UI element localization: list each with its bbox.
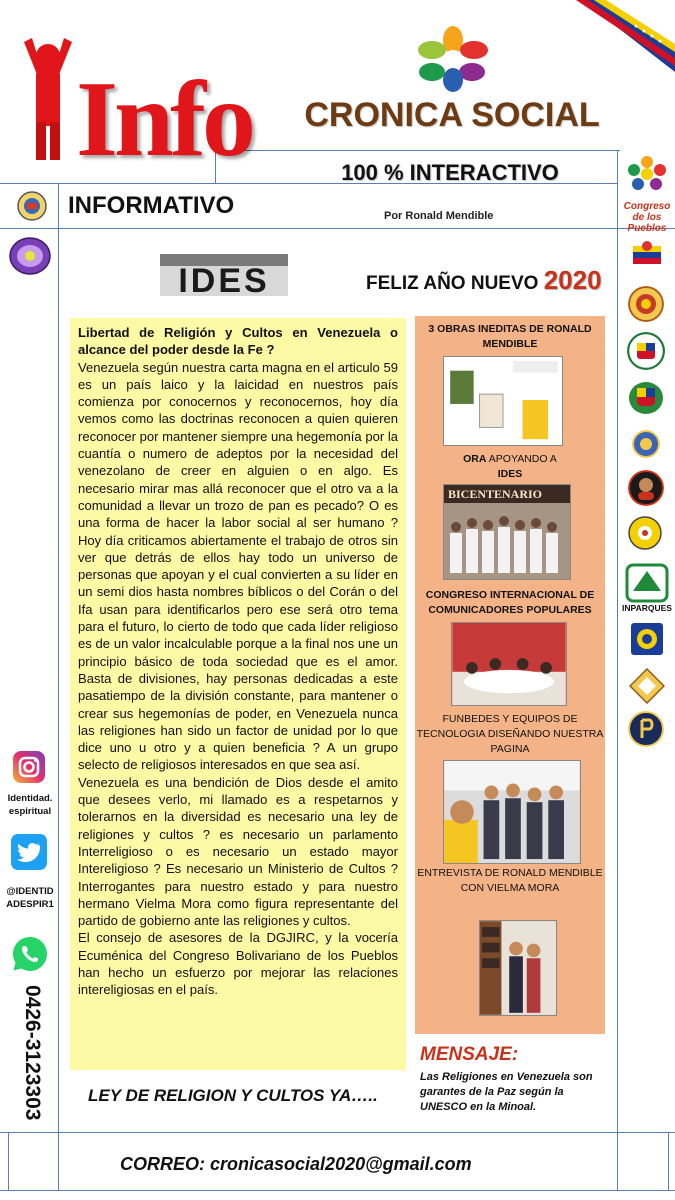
congreso-photo (451, 622, 567, 706)
frame-line-right (617, 150, 618, 1190)
books-photo (443, 356, 563, 446)
entrevista-photo (479, 920, 557, 1016)
frame-line-left (58, 183, 59, 1190)
ora-bold: ORA (463, 453, 487, 465)
obras-caption: 3 OBRAS INEDITAS DE RONALD MENDIBLE (428, 323, 592, 350)
ley-slogan: LEY DE RELIGION Y CULTOS YA….. (88, 1086, 378, 1105)
email-contact[interactable]: CORREO: cronicasocial2020@gmail.com (120, 1154, 472, 1174)
frame-line-footer-left (8, 1132, 9, 1190)
ministry-logo-icon (631, 238, 663, 270)
article-box (70, 318, 406, 1070)
venezuela-flag-icon (576, 0, 675, 72)
inparques-label: INPARQUES (622, 603, 672, 613)
instagram-icon[interactable] (12, 750, 46, 784)
yellow-emblem-icon (628, 516, 662, 550)
info-logo (18, 38, 253, 179)
republic-seal-icon (627, 332, 665, 370)
news-panel (415, 316, 605, 1034)
flower-logo-icon (414, 26, 492, 92)
entrevista-caption: ENTREVISTA DE RONALD MENDIBLE CON VIELMA MORA (417, 867, 603, 894)
inparques-logo-icon (625, 563, 669, 603)
article-paragraph-3: El consejo de asesores de la DGJIRC, y la vocería Ecuménica del Congreso Bolivariano de los Pueblos han hecho un esfuerzo por mejorar las relaciones intereligiosas en el país. (78, 930, 398, 998)
article-paragraph-2: Venezuela es una bendición de Dios desde el amito que desees verlo, mi llamado es a respetarnos y tolerarnos en la diversidad es necesario una ley de religiones y cultos ? es necesario un parlamento Interreligioso o es necesario un estado mayor Intereligioso ? Es necesario un Ministerio de Cultos ? Interrogantes para nuestro estado y para nuestro hermano Vielma Mora como figura representante del partido de gobierno ante las religiones y cultos. (78, 774, 398, 929)
identidad-label: Identidad. espiritual (7, 793, 53, 817)
frame-line-header (215, 150, 620, 151)
congreso-pueblos-logo (622, 152, 672, 234)
author-line: Por Ronald Mendible (384, 210, 494, 222)
frame-line-footer-right (668, 1132, 669, 1190)
subtitle: 100 % INTERACTIVO (341, 160, 559, 185)
phone-number: 0426-3123303 (21, 985, 44, 1121)
info-logo-text: Info (76, 60, 253, 179)
diamond-badge-icon (629, 668, 665, 704)
group-people-figure (444, 503, 571, 580)
bicentenario-sign: BICENTENARIO (444, 485, 570, 503)
congreso-flower-icon (622, 152, 672, 196)
ora-rest: APOYANDO A (486, 453, 557, 465)
new-year-greeting (366, 265, 602, 296)
portrait-seal-icon (628, 470, 664, 506)
identidad-logo-icon (8, 236, 52, 276)
mensaje-label: MENSAJE: (420, 1044, 519, 1065)
ides-logo (160, 248, 288, 298)
funbedes-photo (443, 760, 581, 864)
frame-line-bottom (0, 1132, 675, 1133)
person-figure-icon (18, 38, 78, 168)
congreso-caption: CONGRESO INTERNACIONAL DE COMUNICADORES POPULARES (425, 589, 595, 616)
mensaje-text: Las Religiones en Venezuela son garantes de la Paz según la UNESCO en la Minoal. (420, 1071, 593, 1113)
frame-line-mid (0, 228, 675, 229)
national-coat-of-arms-icon (627, 380, 665, 416)
ides-caption: IDES (497, 468, 523, 480)
article-title: Libertad de Religión y Cultos en Venezuela o alcance del poder desde la Fe ? (78, 325, 398, 358)
whatsapp-icon[interactable] (10, 934, 50, 974)
greeting-text: FELIZ AÑO NUEVO (366, 273, 544, 294)
ides-logo-text: IDES (178, 262, 270, 298)
petro-coin-icon (628, 711, 664, 747)
state-seal-icon (628, 286, 664, 322)
section-title: INFORMATIVO (68, 192, 235, 219)
page-title: CRONICA SOCIAL (304, 96, 600, 134)
blue-badge-icon (630, 622, 664, 656)
seal-badge-icon (17, 191, 47, 221)
small-seal-icon (632, 430, 660, 458)
twitter-handle: @IDENTID ADESPIR1 (6, 886, 54, 910)
congreso-logo-text: Congreso de los Pueblos (623, 201, 671, 234)
funbedes-caption: FUNBEDES Y EQUIPOS DE TECNOLOGIA DISEÑANDO NUESTRA PAGINA (416, 713, 604, 755)
ora-caption (415, 452, 605, 467)
article-paragraph-1: Venezuela según nuestra carta magna en el articulo 59 es un país laico y la laicidad en nuestros país comienza por conocernos y reconocernos, hoy día vemos como las doctrinas reconocen a quien quieren reconocer por mantener siempre una hegemonía por la cuantía o numero de adeptos por la necesidad del venezolano de creer en alguien o en algo. Es necesario mirar mas allá reconocer que el otro va a la comunidad a llevar un trozo de pan es pecado? O es una forma de hacer la labor social al ser humano ? Hoy día criticamos abiertamente el trabajo de otros sin ver que detrás de ellos hay todo un universo de personas que apoyan y el cual convierten a su líder en un semi dios hasta nombres bíblicos o del Corán o del Ifa usan para identificarlos pero ese será otro tema para el futuro, lo cierto de todo que cada líder religioso es de un valor incalculable porque a la final nos une un principio básico de toda sociedad que es el amor. Basta de divisiones, hay personas dedicadas a este pasatiempo de la división constante, para mantener o crear sus hegemonías de poder, en Venezuela nunca las religiones han sido un factor de unidad por lo que dice uno u otro y a quien beneficia ? A un grupo selecto de religiosos interesados en que sea así. (78, 359, 398, 773)
bicentenario-photo (443, 484, 571, 580)
twitter-icon[interactable] (10, 833, 48, 871)
greeting-year: 2020 (543, 265, 602, 295)
frame-line-footer (0, 1190, 675, 1191)
